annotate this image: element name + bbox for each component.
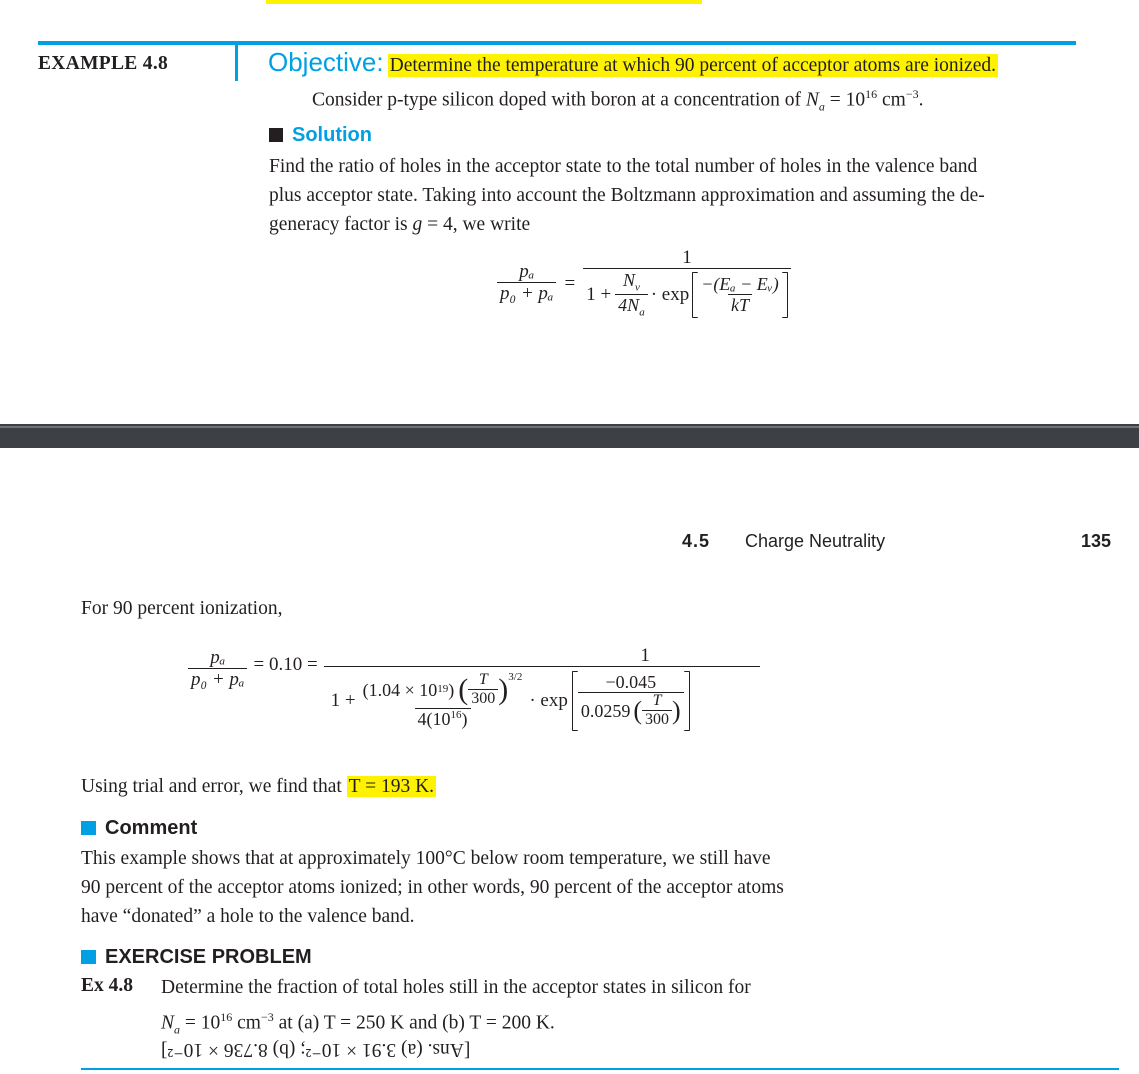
section-title: Charge Neutrality bbox=[745, 531, 886, 551]
exercise-label: Ex 4.8 bbox=[81, 975, 134, 996]
equation-ninety-percent: $\frac{\text{pₐ}}{\text{p₀ + pₐ}}$ = 0.10 = 1 1 + (1.04 × 10 19 ) ( $\frac{T}{300}$ ) $^{3/2}$ $4(10^{16})$ · exp −0.045 0.0259 ( $\frac{T}{300}$ ) bbox=[188, 646, 760, 731]
comment-heading: Comment bbox=[81, 817, 197, 840]
solution-heading: Solution bbox=[269, 124, 372, 147]
bottom-rule bbox=[81, 1068, 1119, 1070]
right-bracket-2 bbox=[684, 671, 690, 731]
page-divider-highlight bbox=[0, 426, 1139, 428]
objective-text: Determine the temperature at which 90 percent of acceptor atoms are ionized. bbox=[389, 55, 996, 76]
objective-label: Objective: bbox=[268, 47, 384, 77]
example-header-rule bbox=[38, 41, 1076, 45]
solution-text: Find the ratio of holes in the acceptor state to the total number of holes in the valence band plus acceptor state. Taking into account the Boltzmann approximation and assuming the de- generacy factor is g = 4, we write bbox=[269, 156, 985, 235]
result-line: Using trial and error, we find that T = 193 K. bbox=[81, 776, 435, 797]
right-bracket bbox=[782, 272, 788, 318]
consider-line: Consider p-type silicon doped with boron at a concentration of $N_a = 10^{16}$ $cm^{-3}$. bbox=[312, 87, 924, 114]
exercise-heading: EXERCISE PROBLEM bbox=[81, 946, 312, 969]
comment-text: This example shows that at approximately 100°C below room temperature, we still have 90 percent of the acceptor atoms ionized; in other words, 90 percent of the acceptor atoms have “donated” a hole to the valence band. bbox=[81, 848, 784, 927]
page-number: 135 bbox=[1081, 531, 1112, 551]
ionization-intro: For 90 percent ionization, bbox=[81, 598, 283, 619]
result-answer: T = 193 K. bbox=[348, 776, 435, 797]
solution-square-icon bbox=[269, 128, 283, 142]
exercise-answer-inverted: [Ans. (a) 3.91 × 10⁻²; (b) 8.736 × 10⁻²] bbox=[161, 1039, 471, 1060]
top-highlight-fragment bbox=[266, 0, 702, 4]
example-header-tick bbox=[235, 41, 238, 81]
equation-ionization-ratio: $\frac{\text{pₐ}}{\text{p₀ + pₐ}}$ = 1 1 + $\frac{N_v}{4N_a}$ · exp $\frac{\text{−(Eₐ − Eᵥ)}}{kT}$ bbox=[497, 248, 791, 319]
exercise-line2: $N_a = 10^{16}$ $cm^{-3}$ at (a) T = 250 K and (b) T = 200 K. bbox=[161, 1010, 555, 1037]
section-number: 4.5 bbox=[682, 531, 711, 551]
exercise-square-icon bbox=[81, 950, 96, 964]
example-label: EXAMPLE 4.8 bbox=[38, 53, 169, 74]
comment-square-icon bbox=[81, 821, 96, 835]
objective-line bbox=[268, 47, 998, 78]
exercise-line1: Determine the fraction of total holes still in the acceptor states in silicon for bbox=[161, 977, 751, 998]
